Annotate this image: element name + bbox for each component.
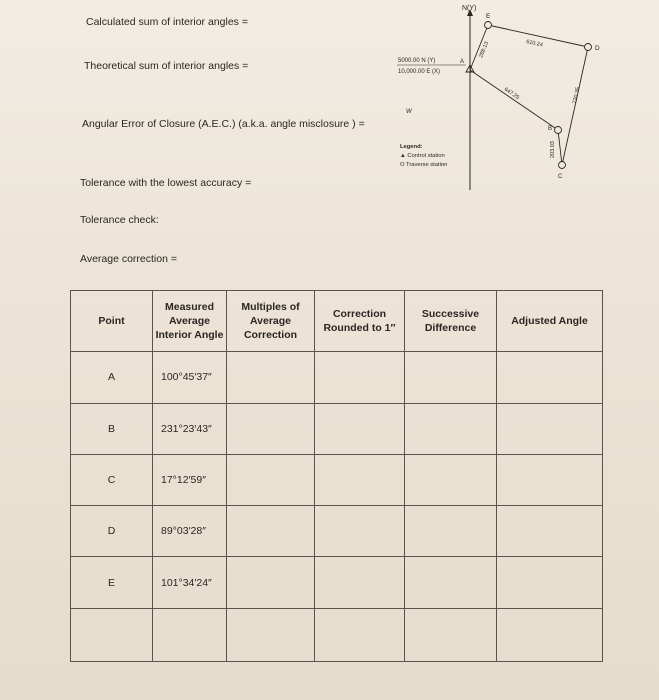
cell-adjusted-angle[interactable]: [497, 352, 603, 403]
cell-adjusted-angle[interactable]: [497, 608, 603, 661]
header-measured-angle: Measured Average Interior Angle: [153, 291, 227, 352]
tolerance-question: Tolerance with the lowest accuracy =: [80, 177, 252, 189]
table-row: [71, 454, 603, 505]
theoretical-sum-question: Theoretical sum of interior angles =: [84, 60, 249, 72]
tolerance-check-question: Tolerance check:: [80, 214, 159, 226]
cell-measured-angle: 89°03′28″: [153, 506, 227, 557]
cell-point: E: [71, 557, 153, 608]
cell-adjusted-angle[interactable]: [497, 454, 603, 505]
cell-successive-difference[interactable]: [405, 352, 497, 403]
cell-point: C: [71, 454, 153, 505]
legend-traverse-station: O Traverse station: [400, 162, 448, 168]
header-multiples-correction: Multiples of Average Correction: [227, 291, 315, 352]
cell-multiples-correction[interactable]: [227, 608, 315, 661]
east-label: E: [486, 13, 491, 20]
line-c-d: [562, 47, 588, 165]
distance-long: 647.25: [502, 86, 521, 102]
cell-point: [71, 608, 153, 661]
average-correction-question: Average correction =: [80, 253, 177, 265]
cell-correction-rounded[interactable]: [315, 506, 405, 557]
cell-correction-rounded[interactable]: [315, 608, 405, 661]
cell-successive-difference[interactable]: [405, 454, 497, 505]
distance-ab: 610.24: [525, 39, 544, 49]
cell-adjusted-angle[interactable]: [497, 403, 603, 454]
cell-multiples-correction[interactable]: [227, 557, 315, 608]
cell-measured-angle: 231°23′43″: [153, 403, 227, 454]
traverse-station-b-icon: [555, 127, 562, 134]
legend-title: Legend:: [400, 144, 423, 150]
traverse-station-d-icon: [585, 44, 592, 51]
cell-correction-rounded[interactable]: [315, 352, 405, 403]
cell-adjusted-angle[interactable]: [497, 557, 603, 608]
header-correction-rounded: Correction Rounded to 1″: [315, 291, 405, 352]
table-row: [71, 403, 603, 454]
line-b-c: [558, 130, 562, 165]
table-row: [71, 506, 603, 557]
station-a-label: A: [460, 59, 465, 65]
table-row: [71, 352, 603, 403]
station-c-label: C: [558, 174, 563, 180]
table-row: [71, 608, 603, 661]
angular-error-question: Angular Error of Closure (A.E.C.) (a.k.a. angle misclosure ) =: [82, 118, 365, 130]
cell-multiples-correction[interactable]: [227, 403, 315, 454]
w-label: W: [406, 109, 412, 115]
cell-successive-difference[interactable]: [405, 403, 497, 454]
table-header-row: [71, 291, 603, 352]
cell-correction-rounded[interactable]: [315, 454, 405, 505]
cell-successive-difference[interactable]: [405, 557, 497, 608]
line-a-b: [470, 70, 558, 130]
cell-measured-angle: 100°45′37″: [153, 352, 227, 403]
coord-east: 10,000.00 E (X): [398, 69, 441, 75]
cell-multiples-correction[interactable]: [227, 352, 315, 403]
table-row: [71, 557, 603, 608]
cell-point: A: [71, 352, 153, 403]
coord-north: 5000.00 N (Y): [398, 58, 436, 64]
cell-point: B: [71, 403, 153, 454]
north-label: N(Y): [462, 5, 477, 12]
traverse-diagram: [390, 0, 659, 190]
cell-measured-angle: [153, 608, 227, 661]
cell-successive-difference[interactable]: [405, 506, 497, 557]
calculated-sum-question: Calculated sum of interior angles =: [86, 16, 248, 28]
cell-adjusted-angle[interactable]: [497, 506, 603, 557]
header-successive-difference: Successive Difference: [405, 291, 497, 352]
legend-control-station: ▲ Control station: [400, 153, 445, 159]
cell-multiples-correction[interactable]: [227, 454, 315, 505]
distance-dr: 720.35: [572, 86, 582, 105]
cell-point: D: [71, 506, 153, 557]
traverse-station-e-icon: [485, 22, 492, 29]
header-point: Point: [71, 291, 153, 352]
cell-multiples-correction[interactable]: [227, 506, 315, 557]
cell-correction-rounded[interactable]: [315, 403, 405, 454]
cell-correction-rounded[interactable]: [315, 557, 405, 608]
distance-ae: 288.13: [478, 40, 491, 59]
traverse-station-c-icon: [559, 162, 566, 169]
distance-bc: 203.03: [550, 141, 556, 158]
header-adjusted-angle: Adjusted Angle: [497, 291, 603, 352]
station-d-label: D: [595, 45, 600, 52]
cell-measured-angle: 17°12′59″: [153, 454, 227, 505]
cell-successive-difference[interactable]: [405, 608, 497, 661]
cell-measured-angle: 101°34′24″: [153, 557, 227, 608]
station-b-label: B: [548, 126, 553, 132]
angle-adjustment-table: [70, 290, 603, 662]
